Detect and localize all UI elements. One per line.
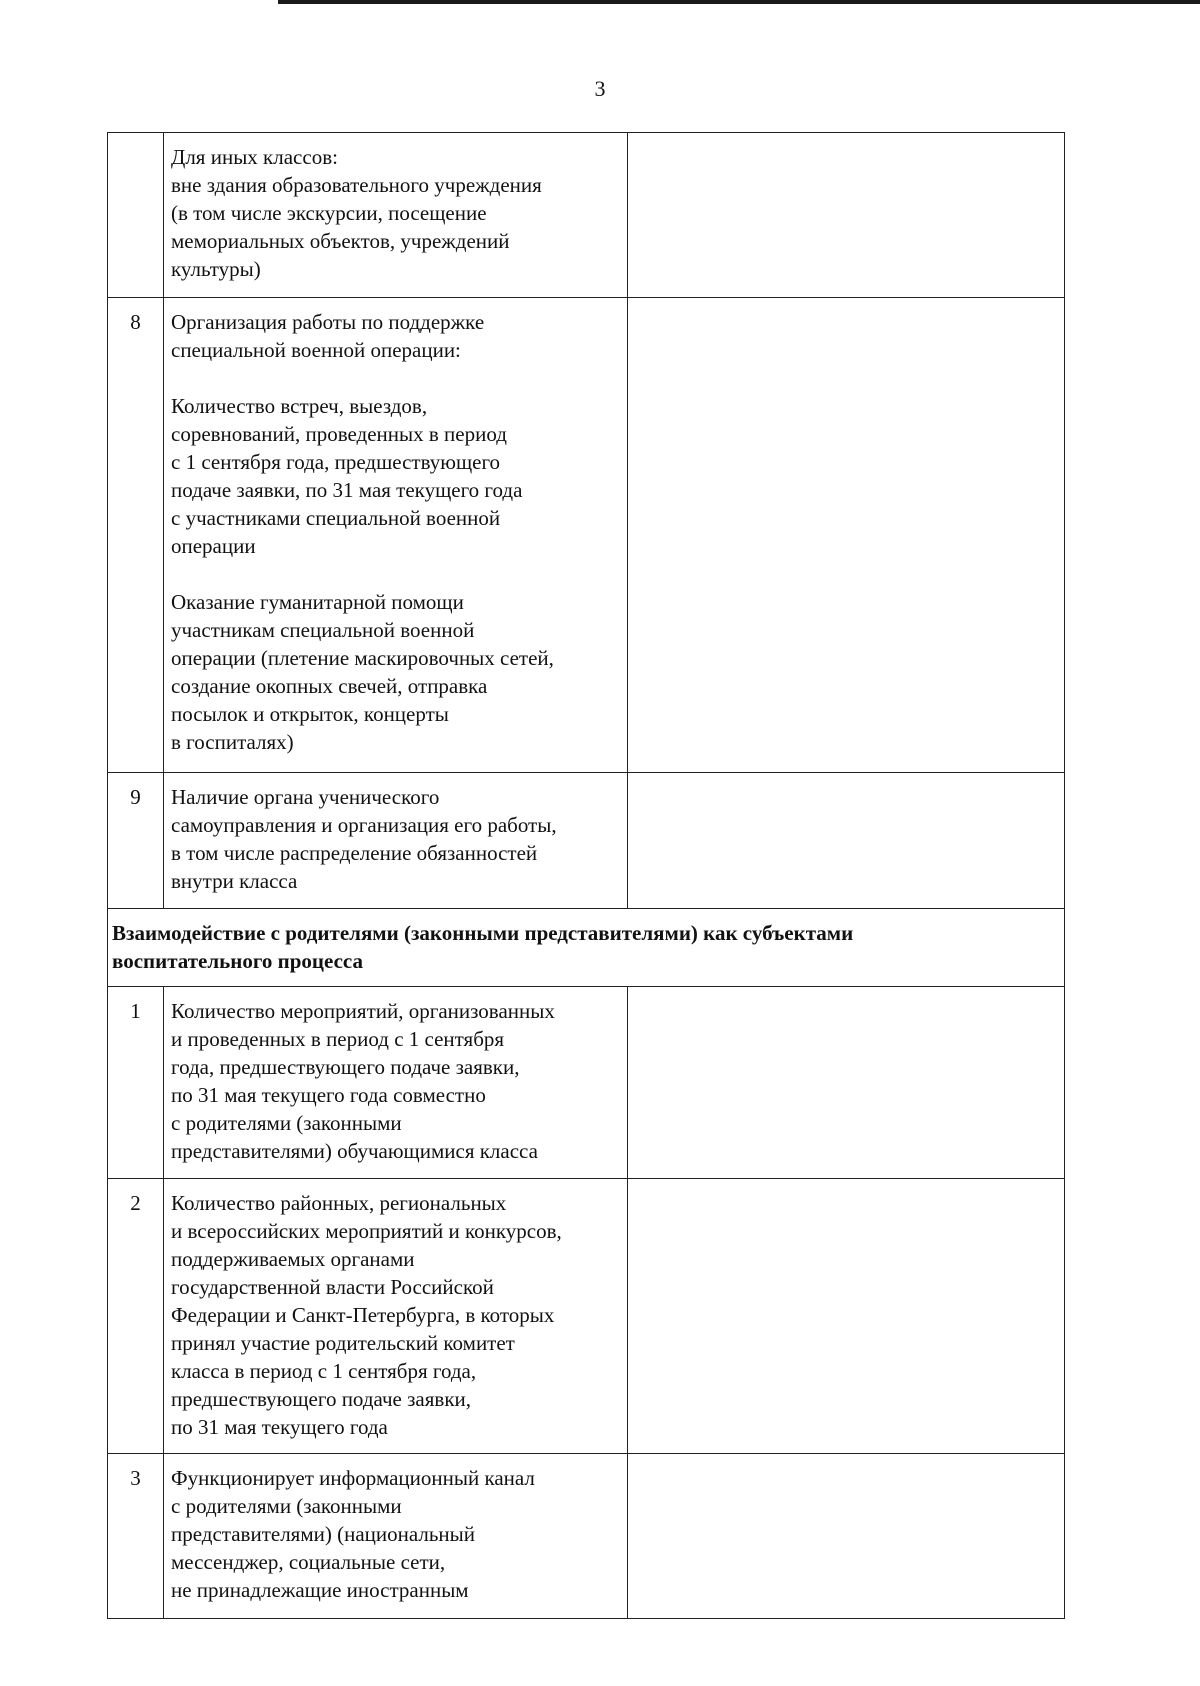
table-row xyxy=(108,987,1065,1179)
criterion-text xyxy=(164,1454,628,1619)
criterion-paragraph: Функционирует информационный канал с родителями (законными представителями) (национальный мессенджер, социальные сети, не принадлежащие иностранным xyxy=(171,1466,535,1602)
criteria-table xyxy=(107,132,1065,1619)
table-row xyxy=(108,1179,1065,1454)
page-number: 3 xyxy=(594,76,606,101)
row-number: 2 xyxy=(108,1179,164,1454)
row-number: 1 xyxy=(108,987,164,1179)
criterion-paragraph: Организация работы по поддержке специальной военной операции: xyxy=(171,310,485,362)
value-cell[interactable] xyxy=(628,133,1065,298)
row-number: 3 xyxy=(108,1454,164,1619)
criterion-paragraph: Количество районных, региональных и всероссийских мероприятий и конкурсов, поддерживаемых органами государственной власти Российской Федерации и Санкт-Петербурга, в которых принял участие родительский комитет класса в период с 1 сентября года, предшествующего подаче заявки, по 31 мая текущего года xyxy=(171,1191,562,1439)
value-cell[interactable] xyxy=(628,298,1065,773)
criterion-text xyxy=(164,1179,628,1454)
section-heading: Взаимодействие с родителями (законными представителями) как субъектами воспитательного процесса xyxy=(108,909,1065,987)
section-heading-row xyxy=(108,909,1065,987)
value-cell[interactable] xyxy=(628,1179,1065,1454)
row-number: 8 xyxy=(108,298,164,773)
table-row xyxy=(108,298,1065,773)
criterion-text xyxy=(164,298,628,773)
table-row xyxy=(108,133,1065,298)
table-row xyxy=(108,773,1065,909)
criterion-text xyxy=(164,773,628,909)
criterion-paragraph: Количество мероприятий, организованных и проведенных в период с 1 сентября года, предшествующего подаче заявки, по 31 мая текущего года совместно с родителями (законными представителями) обучающимися класса xyxy=(171,999,555,1163)
table-row xyxy=(108,1454,1065,1619)
value-cell[interactable] xyxy=(628,773,1065,909)
criterion-text xyxy=(164,133,628,298)
criterion-paragraph: Количество встреч, выездов, соревнований, проведенных в период с 1 сентября года, предшествующего подаче заявки, по 31 мая текущего года с участниками специальной военной операции xyxy=(171,394,523,558)
criterion-text xyxy=(164,987,628,1179)
criterion-paragraph: Для иных классов: вне здания образовательного учреждения (в том числе экскурсии, посещение мемориальных объектов, учреждений культуры) xyxy=(171,145,542,281)
value-cell[interactable] xyxy=(628,987,1065,1179)
row-number: 9 xyxy=(108,773,164,909)
row-number xyxy=(108,133,164,298)
value-cell[interactable] xyxy=(628,1454,1065,1619)
criterion-paragraph: Оказание гуманитарной помощи участникам специальной военной операции (плетение маскировочных сетей, создание окопных свечей, отправка посылок и открыток, концерты в госпиталях) xyxy=(171,590,554,754)
criterion-paragraph: Наличие органа ученического самоуправления и организация его работы, в том числе распределение обязанностей внутри класса xyxy=(171,785,557,893)
scan-top-border-line xyxy=(278,0,1200,4)
